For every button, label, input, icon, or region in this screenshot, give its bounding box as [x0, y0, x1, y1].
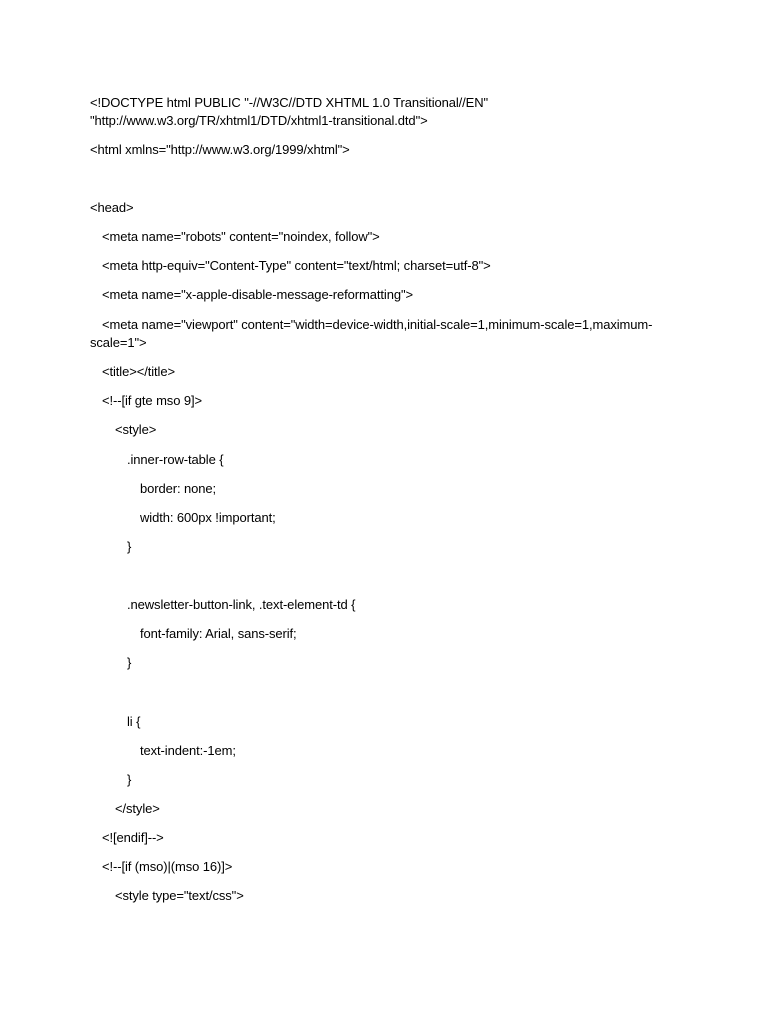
css-selector-newsletter: .newsletter-button-link, .text-element-td {: [127, 597, 356, 612]
meta-apple-line: <meta name="x-apple-disable-message-reformatting">: [102, 287, 413, 302]
css-close-brace-2: }: [127, 655, 132, 670]
doctype-line-2: "http://www.w3.org/TR/xhtml1/DTD/xhtml1-transitional.dtd">: [90, 113, 428, 128]
html-open-tag: <html xmlns="http://www.w3.org/1999/xhtml">: [90, 142, 350, 157]
css-rule-width: width: 600px !important;: [140, 510, 276, 525]
css-close-brace-3: }: [127, 772, 132, 787]
meta-viewport-line: <meta name="viewport" content="width=device-width,initial-scale=1,minimum-scale=1,maximum-: [102, 317, 653, 332]
css-rule-font-family: font-family: Arial, sans-serif;: [140, 626, 297, 641]
meta-content-type-line: <meta http-equiv="Content-Type" content="text/html; charset=utf-8">: [102, 258, 491, 273]
css-selector-inner-row-table: .inner-row-table {: [127, 452, 224, 467]
css-rule-text-indent: text-indent:-1em;: [140, 743, 236, 758]
css-close-brace-1: }: [127, 539, 132, 554]
style-open-tag: <style>: [115, 422, 157, 437]
conditional-comment-mso9: <!--[if gte mso 9]>: [102, 393, 202, 408]
css-selector-li: li {: [127, 714, 141, 729]
meta-viewport-continuation: scale=1">: [90, 335, 147, 350]
head-open-tag: <head>: [90, 200, 134, 215]
style-close-tag: </style>: [115, 801, 160, 816]
style-type-css-tag: <style type="text/css">: [115, 888, 244, 903]
title-tag-line: <title></title>: [102, 364, 175, 379]
doctype-line-1: <!DOCTYPE html PUBLIC "-//W3C//DTD XHTML 1.0 Transitional//EN": [90, 95, 489, 110]
endif-comment: <![endif]-->: [102, 830, 164, 845]
conditional-comment-mso16: <!--[if (mso)|(mso 16)]>: [102, 859, 233, 874]
meta-robots-line: <meta name="robots" content="noindex, follow">: [102, 229, 380, 244]
css-rule-border: border: none;: [140, 481, 217, 496]
